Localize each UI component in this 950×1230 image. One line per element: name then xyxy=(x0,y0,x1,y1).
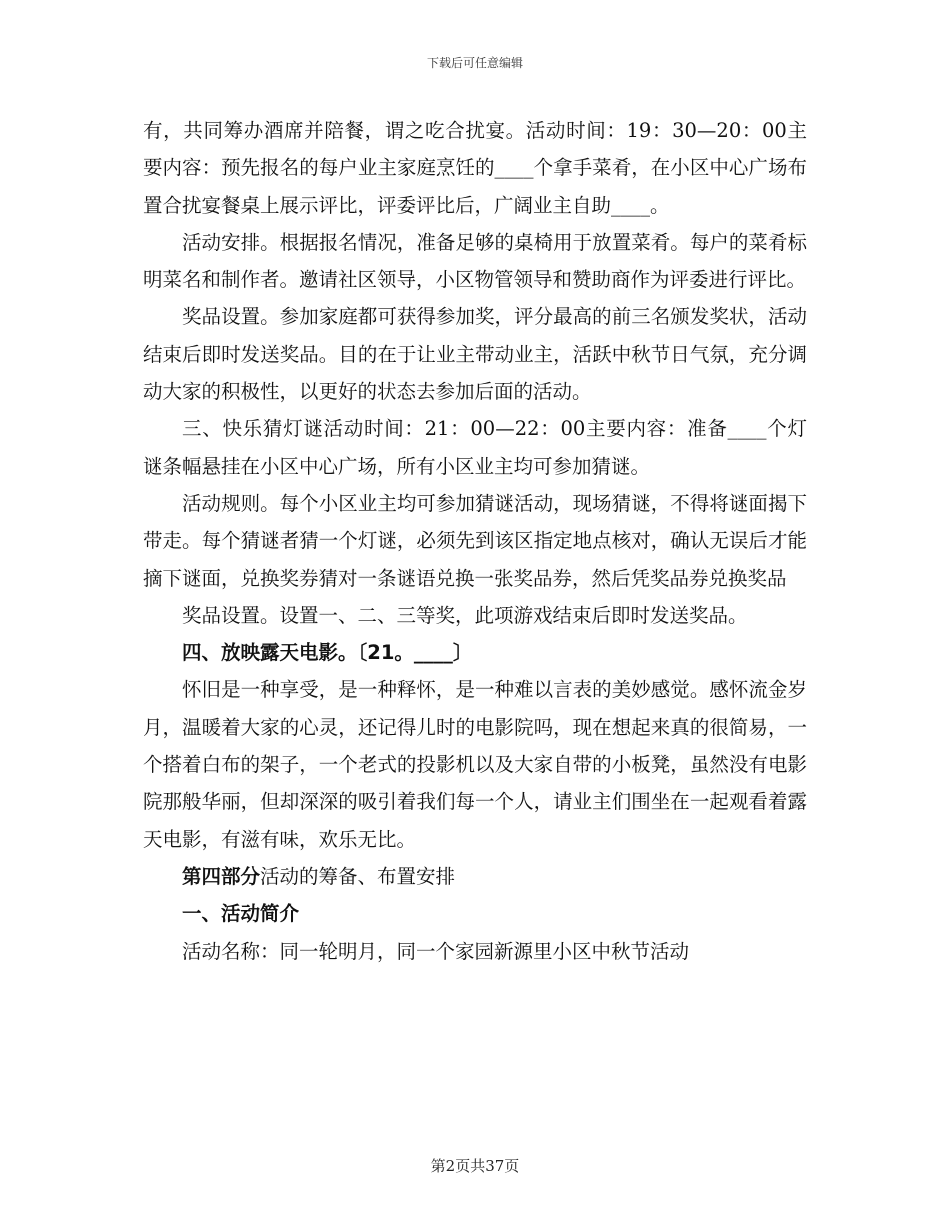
heading-activity-intro: 一、活动简介 xyxy=(182,902,300,926)
paragraph-activity-name: 活动名称：同一轮明月，同一个家园新源里小区中秋节活动 xyxy=(182,939,690,963)
paragraph-riddle-rules: 活动规则。每个小区业主均可参加猜谜活动，现场猜谜，不得将谜面揭下带走。每个猜谜者猜一个灯谜，必须先到该区指定地点核对，确认无误后才能摘下谜面，兑换奖券猜对一条谜语兑换一张奖品券，然后凭奖品券兑换奖品 xyxy=(143,491,807,590)
page-footer: 第2页共37页 xyxy=(430,1157,520,1175)
page-header: 下载后可任意编辑 xyxy=(426,56,523,70)
paragraph-lantern-riddles: 三、快乐猜灯谜活动时间：21：00—22：00主要内容：准备____个灯谜条幅悬挂在小区中心广场，所有小区业主均可参加猜谜。 xyxy=(143,417,807,478)
paragraph-prize-setting-1: 奖品设置。参加家庭都可获得参加奖，评分最高的前三名颁发奖状，活动结束后即时发送奖品。目的在于让业主带动业主，活跃中秋节日气氛，充分调动大家的积极性，以更好的状态去参加后面的活动。 xyxy=(143,305,807,404)
heading-part-four-label: 第四部分 xyxy=(182,864,261,888)
paragraph-activity-arrangement: 活动安排。根据报名情况，准备足够的桌椅用于放置菜肴。每户的菜肴标明菜名和制作者。邀请社区领导，小区物管领导和赞助商作为评委进行评比。 xyxy=(143,230,807,292)
paragraph-prize-setting-2: 奖品设置。设置一、二、三等奖，此项游戏结束后即时发送奖品。 xyxy=(182,603,748,627)
heading-part-four-text: 活动的筹备、布置安排 xyxy=(260,864,456,888)
heading-part-four xyxy=(143,858,807,895)
paragraph-nostalgia: 怀旧是一种享受，是一种释怀，是一种难以言表的美妙感觉。感怀流金岁月，温暖着大家的心灵，还记得儿时的电影院吗，现在想起来真的很简易，一个搭着白布的架子，一个老式的投影机以及大家自带的小板凳，虽然没有电影院那般华丽，但却深深的吸引着我们每一个人，请业主们围坐在一起观看着露天电影，有滋有味，欢乐无比。 xyxy=(143,678,807,851)
heading-outdoor-movie: 四、放映露天电影。〔21。____〕 xyxy=(182,641,473,665)
paragraph-banquet-intro: 有，共同筹办酒席并陪餐，谓之吃合扰宴。活动时间：19：30—20：00主要内容：预先报名的每户业主家庭烹饪的____个拿手菜肴，在小区中心广场布置合扰宴餐桌上展示评比，评委评比后，广阔业主自助____。 xyxy=(143,119,807,217)
document-body xyxy=(143,112,807,970)
